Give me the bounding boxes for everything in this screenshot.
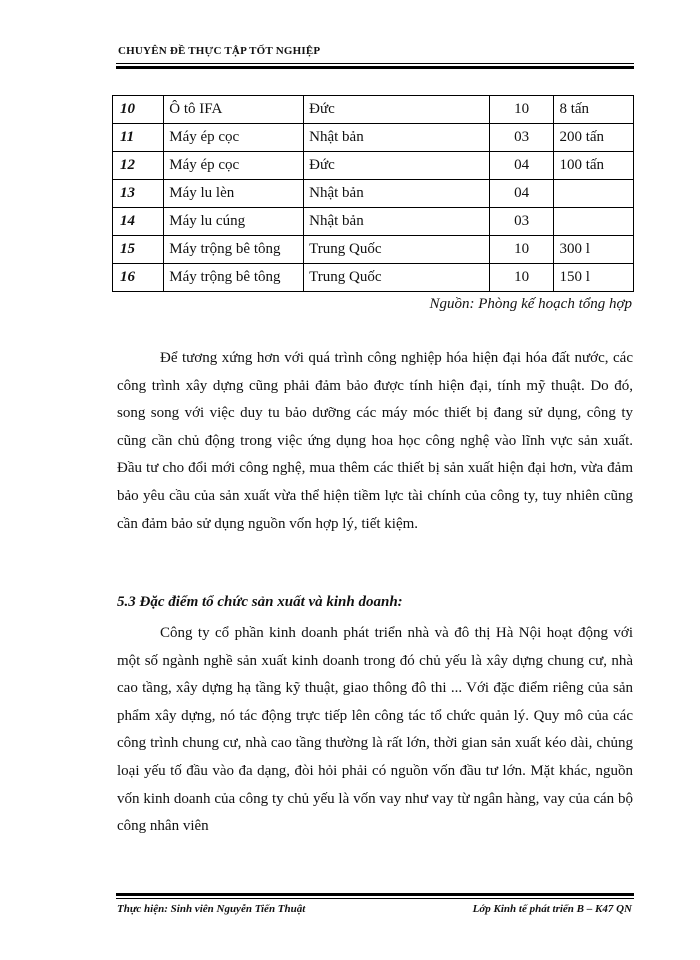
cell-quantity: 10 — [489, 236, 554, 264]
cell-capacity — [554, 180, 634, 208]
cell-capacity: 200 tấn — [554, 124, 634, 152]
table-row — [113, 152, 634, 180]
cell-equipment-name: Máy lu lèn — [164, 180, 304, 208]
cell-capacity: 300 l — [554, 236, 634, 264]
cell-origin: Trung Quốc — [304, 236, 490, 264]
cell-origin: Nhật bản — [304, 180, 490, 208]
body-paragraph: Để tương xứng hơn với quá trình công nghiệp hóa hiện đại hóa đất nước, các công trình xây dựng cũng phải đảm bảo được tính hiện đại, tính mỹ thuật. Do đó, song song với việc duy tu bảo dưỡng các máy móc thiết bị đang sử dụng, công ty cũng cần chủ động trong việc ứng dụng hoa học công nghệ vào lĩnh vực sản xuất. Đầu tư cho đổi mới công nghệ, mua thêm các thiết bị sản xuất hiện đại hơn, vừa đảm bảo yêu cầu của sản xuất vừa thể hiện tiềm lực tài chính của công ty, tuy nhiên cũng cần đảm bảo sử dụng nguồn vốn hợp lý, tiết kiệm. — [117, 350, 633, 532]
cell-capacity: 8 tấn — [554, 96, 634, 124]
cell-quantity: 03 — [489, 208, 554, 236]
cell-number: 12 — [113, 152, 164, 180]
footer-author: Thực hiện: Sinh viên Nguyễn Tiến Thuật — [117, 903, 306, 915]
equipment-table — [112, 95, 634, 292]
cell-quantity: 10 — [489, 96, 554, 124]
cell-number: 15 — [113, 236, 164, 264]
footer-rule-thin — [116, 898, 634, 899]
footer-class: Lớp Kinh tế phát triển B – K47 QN — [472, 903, 632, 915]
source-note: Nguồn: Phòng kế hoạch tổng hợp — [429, 296, 632, 312]
cell-quantity: 04 — [489, 152, 554, 180]
cell-origin: Đức — [304, 96, 490, 124]
table-row — [113, 180, 634, 208]
cell-equipment-name: Máy trộng bê tông — [164, 264, 304, 292]
header-rule-thin — [116, 63, 634, 64]
cell-number: 10 — [113, 96, 164, 124]
footer-rule-thick — [116, 893, 634, 896]
table-row — [113, 124, 634, 152]
cell-capacity: 100 tấn — [554, 152, 634, 180]
equipment-table-body — [113, 96, 634, 292]
cell-origin: Nhật bản — [304, 124, 490, 152]
header-rule-thick — [116, 66, 634, 69]
cell-equipment-name: Máy ép cọc — [164, 124, 304, 152]
cell-number: 14 — [113, 208, 164, 236]
cell-origin: Trung Quốc — [304, 264, 490, 292]
table-row — [113, 208, 634, 236]
table-row — [113, 264, 634, 292]
header-title: CHUYÊN ĐỀ THỰC TẬP TỐT NGHIỆP — [118, 45, 321, 57]
cell-number: 11 — [113, 124, 164, 152]
cell-equipment-name: Máy trộng bê tông — [164, 236, 304, 264]
cell-equipment-name: Máy ép cọc — [164, 152, 304, 180]
table-row — [113, 236, 634, 264]
cell-quantity: 04 — [489, 180, 554, 208]
section-heading: 5.3 Đặc điểm tổ chức sản xuất và kinh doanh: — [117, 594, 403, 610]
cell-equipment-name: Ô tô IFA — [164, 96, 304, 124]
cell-quantity: 03 — [489, 124, 554, 152]
cell-quantity: 10 — [489, 264, 554, 292]
cell-number: 13 — [113, 180, 164, 208]
body-paragraph: Công ty cổ phần kinh doanh phát triển nhà và đô thị Hà Nội hoạt động với một số ngành nghề sản xuất kinh doanh trong đó chủ yếu là xây dựng chung cư, nhà cao tầng, xây dựng hạ tầng kỹ thuật, giao thông đô thi ... Với đặc điểm riêng của sản phẩm xây dựng, nó tác động trực tiếp lên công tác tổ chức quản lý. Quy mô của các công trình chung cư, nhà cao tầng thường là rất lớn, thời gian sản xuất kéo dài, chủng loại yếu tố đầu vào đa dạng, đòi hỏi phải có nguồn vốn đầu tư lớn. Mặt khác, nguồn vốn kinh doanh của công ty chủ yếu là vốn vay như vay từ ngân hàng, vay của cán bộ công nhân viên — [117, 625, 633, 835]
cell-capacity — [554, 208, 634, 236]
cell-equipment-name: Máy lu cúng — [164, 208, 304, 236]
cell-origin: Nhật bản — [304, 208, 490, 236]
cell-origin: Đức — [304, 152, 490, 180]
table-row — [113, 96, 634, 124]
cell-capacity: 150 l — [554, 264, 634, 292]
cell-number: 16 — [113, 264, 164, 292]
